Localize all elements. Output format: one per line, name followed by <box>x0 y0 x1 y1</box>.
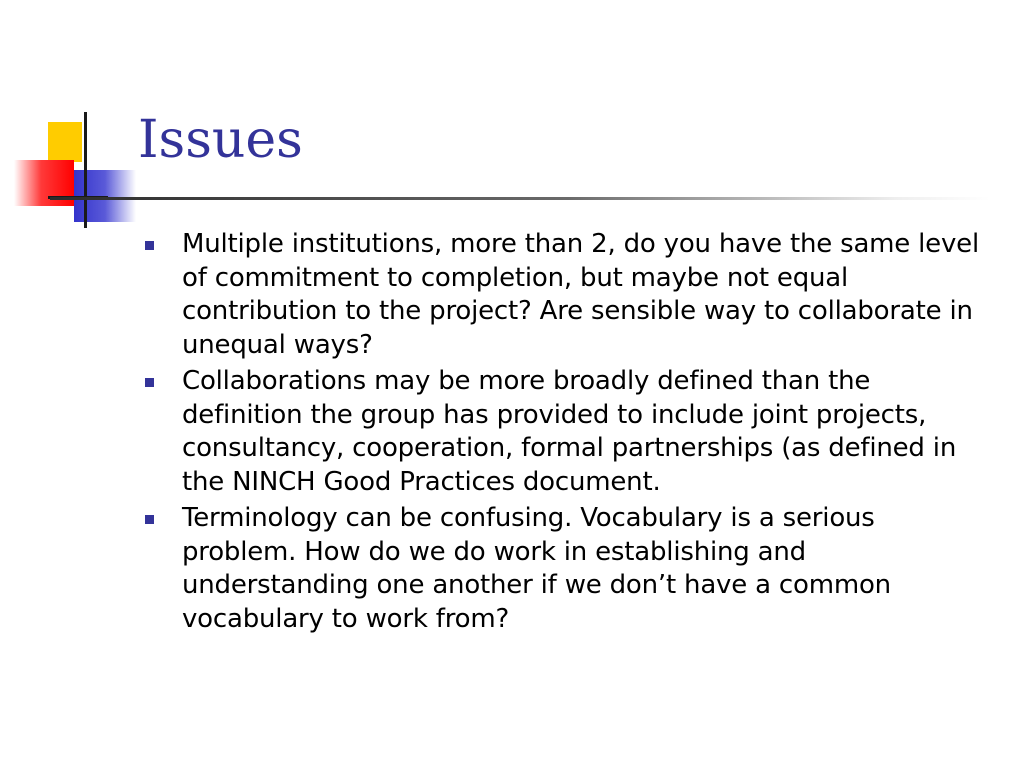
slide-title: Issues <box>138 110 303 170</box>
bullet-text: Collaborations may be more broadly defined than the definition the group has provided to include joint projects, consultancy, cooperation, formal partnerships (as defined in the NINCH Good Practices document. <box>182 366 957 497</box>
decor-vertical-line <box>84 112 87 228</box>
bullet-text: Multiple institutions, more than 2, do you have the same level of commitment to completion, but maybe not equal contribution to the project? Are sensible way to collaborate in unequal ways? <box>182 229 979 360</box>
decorative-squares-graphic <box>0 0 150 240</box>
bullet-item <box>145 502 995 636</box>
bullet-text: Terminology can be confusing. Vocabulary is a serious problem. How do we do work in establishing and understanding one another if we don’t have a common vocabulary to work from? <box>182 503 891 634</box>
square-bullet-icon <box>145 241 154 250</box>
title-underline-rule <box>50 197 990 200</box>
decor-yellow-square <box>48 122 82 162</box>
square-bullet-icon <box>145 515 154 524</box>
bullet-list <box>145 228 995 639</box>
bullet-item <box>145 365 995 499</box>
square-bullet-icon <box>145 378 154 387</box>
bullet-item <box>145 228 995 362</box>
